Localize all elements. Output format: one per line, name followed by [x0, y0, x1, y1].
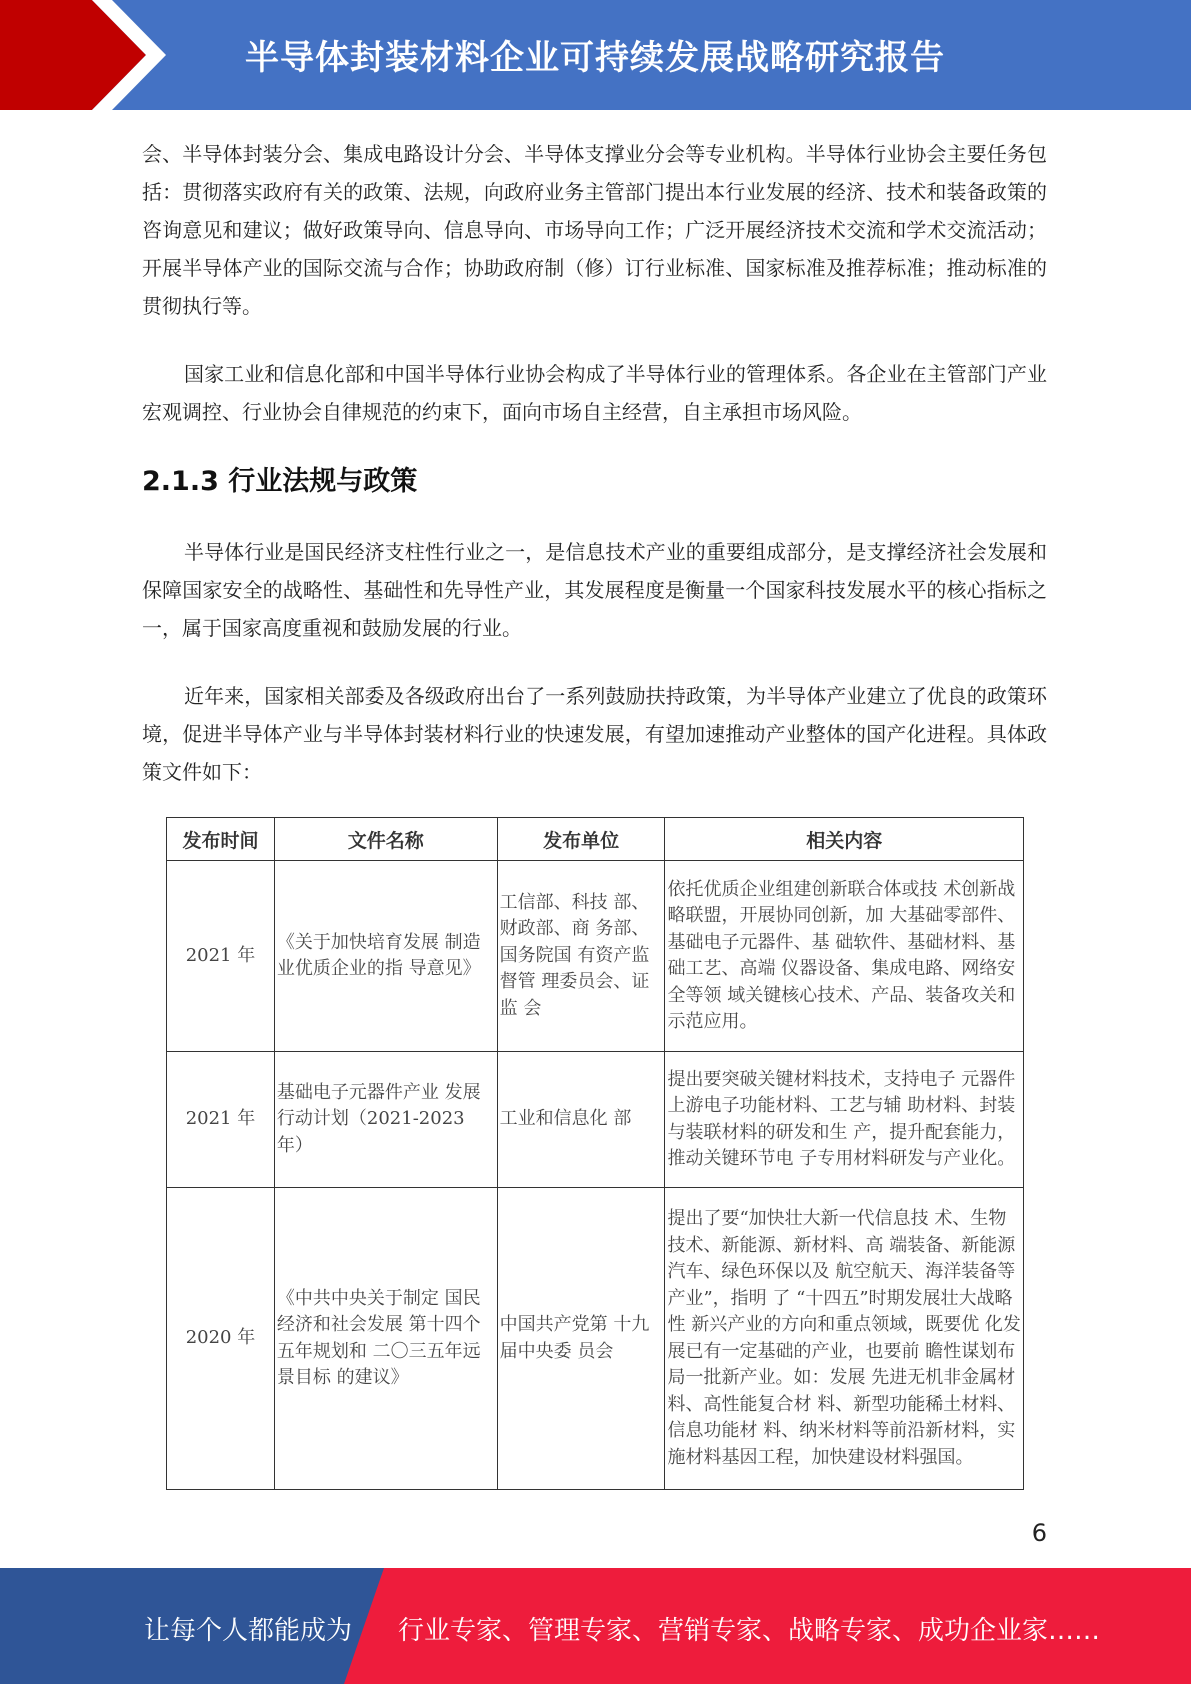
cell-issuer: 工信部、科技 部、财政部、商 务部、国务院国 有资产监督管 理委员会、证监 会: [497, 861, 665, 1052]
table-row: [167, 1052, 1024, 1188]
page-header: [0, 0, 1191, 110]
cell-content: 依托优质企业组建创新联合体或技 术创新战略联盟，开展协同创新，加 大基础零部件、基础电子元器件、基 础软件、基础材料、基础工艺、高端 仪器设备、集成电路、网络安全等领 域关键核心技术、产品、装备攻关和 示范应用。: [665, 861, 1024, 1052]
header-content: 相关内容: [665, 818, 1024, 861]
paragraph-management-system: 国家工业和信息化部和中国半导体行业协会构成了半导体行业的管理体系。各企业在主管部门产业宏观调控、行业协会自律规范的约束下，面向市场自主经营，自主承担市场风险。: [142, 362, 1047, 424]
paragraph-industry-importance: 半导体行业是国民经济支柱性行业之一，是信息技术产业的重要组成部分，是支撑经济社会发展和保障国家安全的战略性、基础性和先导性产业，其发展程度是衡量一个国家科技发展水平的核心指标之一，属于国家高度重视和鼓励发展的行业。: [142, 540, 1047, 640]
footer-slogan-left: 让每个人都能成为: [144, 1616, 353, 1646]
cell-issuer: 中国共产党第 十九届中央委 员会: [497, 1188, 665, 1490]
cell-content: 提出了要“加快壮大新一代信息技 术、生物技术、新能源、新材料、高 端装备、新能源汽车、绿色环保以及 航空航天、海洋装备等产业”，指明 了 “十四五”时期发展壮大战略性 新兴产业的方向和重点领域，既要优 化发展已有一定基础的产业，也要前 瞻性谋划布局一批新产业。如：发展 先进无机非金属材料、高性能复合材 料、新型功能稀土材料、信息功能材 料、纳米材料等前沿新材料，实施材料基因工程，加快建设材料强国。: [665, 1188, 1024, 1490]
cell-issuer: 工业和信息化 部: [497, 1052, 665, 1188]
section-heading: 2.1.3 行业法规与政策: [142, 466, 418, 497]
footer-slogan-right: 行业专家、管理专家、营销专家、战略专家、成功企业家……: [398, 1616, 1101, 1646]
header-time: 发布时间: [167, 818, 275, 861]
cell-time: 2020 年: [167, 1188, 275, 1490]
table-row: [167, 1188, 1024, 1490]
paragraph-association-tasks: 会、半导体封装分会、集成电路设计分会、半导体支撑业分会等专业机构。半导体行业协会主要任务包括：贯彻落实政府有关的政策、法规，向政府业务主管部门提出本行业发展的经济、技术和装备政策的咨询意见和建议；做好政策导向、信息导向、市场导向工作；广泛开展经济技术交流和学术交流活动；开展半导体产业的国际交流与合作；协助政府制（修）订行业标准、国家标准及推荐标准；推动标准的贯彻执行等。: [142, 142, 1047, 318]
paragraph-policy-intro: 近年来，国家相关部委及各级政府出台了一系列鼓励扶持政策，为半导体产业建立了优良的政策环境，促进半导体产业与半导体封装材料行业的快速发展，有望加速推动产业整体的国产化进程。具体政策文件如下：: [142, 684, 1047, 784]
cell-document-name: 《关于加快培育发展 制造业优质企业的指 导意见》: [274, 861, 497, 1052]
table-row: [167, 861, 1024, 1052]
cell-document-name: 《中共中央关于制定 国民经济和社会发展 第十四个五年规划和 二〇三五年远景目标 的建议》: [274, 1188, 497, 1490]
header-document-name: 文件名称: [274, 818, 497, 861]
cell-time: 2021 年: [167, 1052, 275, 1188]
page-number: 6: [1031, 1519, 1047, 1547]
report-title: 半导体封装材料企业可持续发展战略研究报告: [245, 38, 945, 78]
policy-table: [166, 817, 1024, 1490]
cell-time: 2021 年: [167, 861, 275, 1052]
cell-document-name: 基础电子元器件产业 发展行动计划（2021-2023 年）: [274, 1052, 497, 1188]
header-issuer: 发布单位: [497, 818, 665, 861]
table-header-row: [167, 818, 1024, 861]
cell-content: 提出要突破关键材料技术，支持电子 元器件上游电子功能材料、工艺与辅 助材料、封装与装联材料的研发和生 产，提升配套能力，推动关键环节电 子专用材料研发与产业化。: [665, 1052, 1024, 1188]
